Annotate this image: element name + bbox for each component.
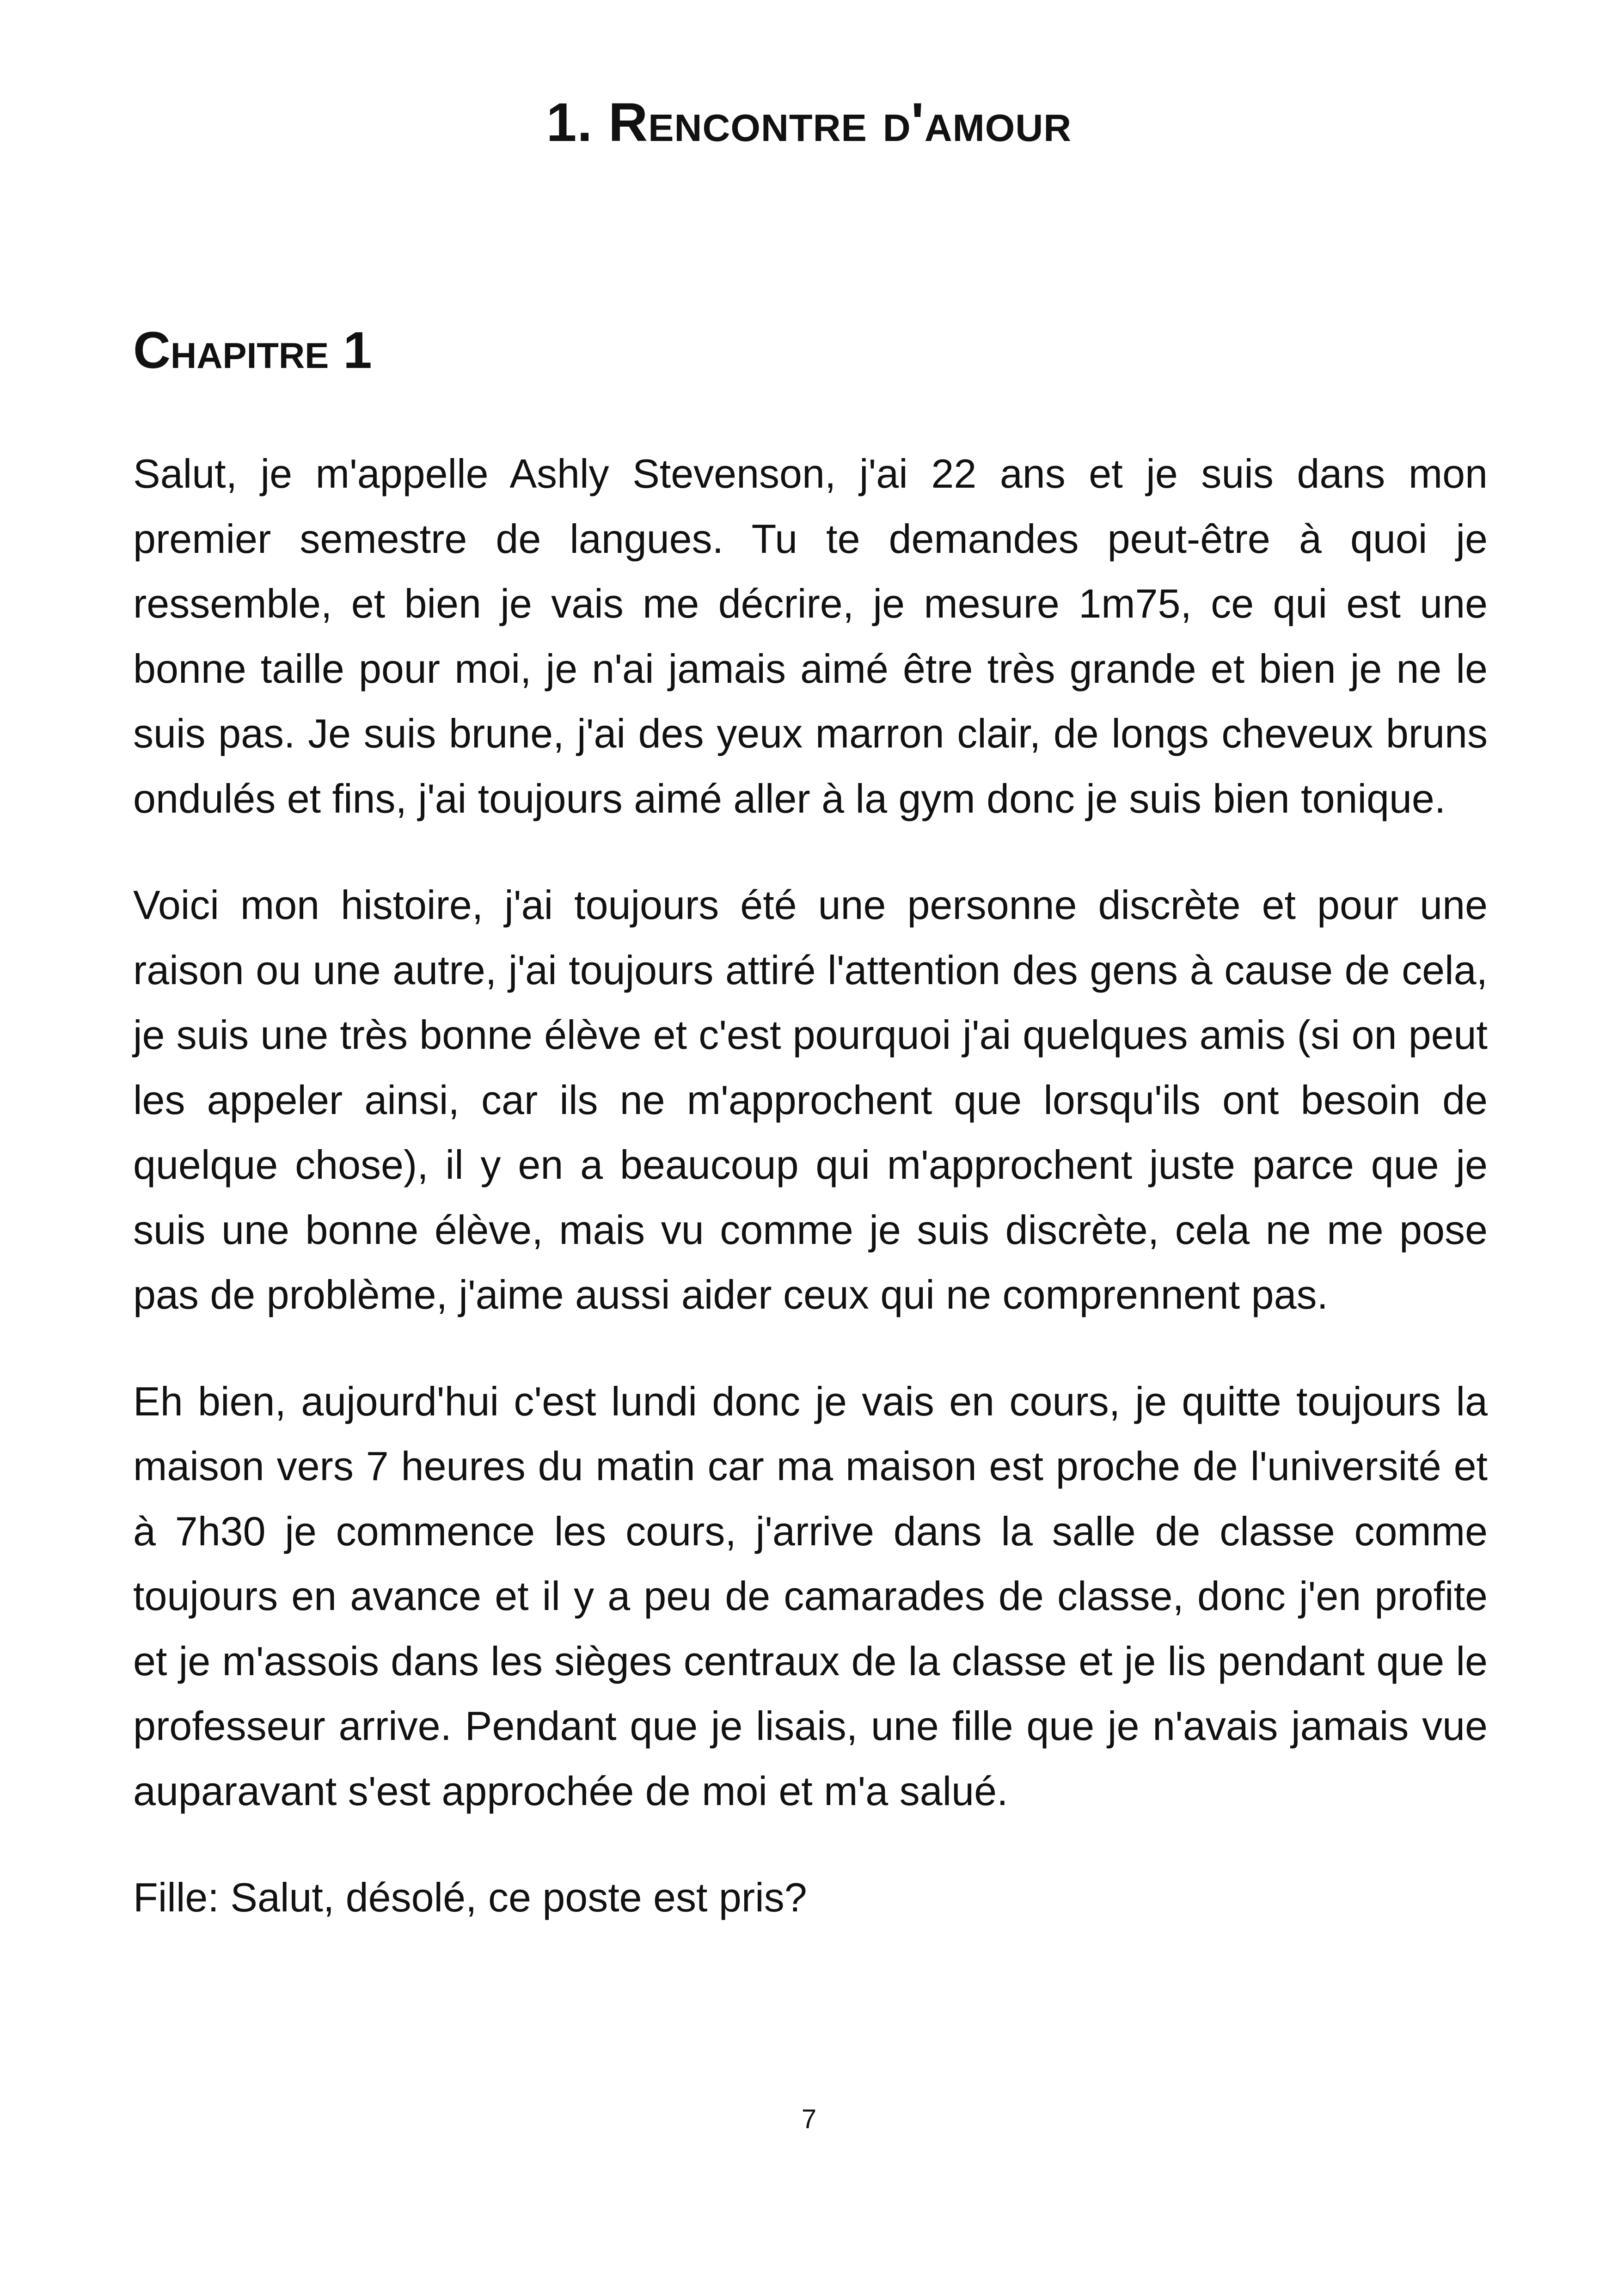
body-text [133, 441, 1488, 1972]
book-title: 1. Rencontre d'amour [546, 92, 1072, 153]
paragraph-3: Eh bien, aujourd'hui c'est lundi donc je vais en cours, je quitte toujours la maison vers 7 heures du matin car ma maison est proche de l'université et à 7h30 je commence les cours, j'arrive dans la salle de classe comme toujours en avance et il y a peu de camarades de classe, donc j'en profite et je m'assois dans les sièges centraux de la classe et je lis pendant que le professeur arrive. Pendant que je lisais, une fille que je n'avais jamais vue auparavant s'est approchée de moi et m'a salué. [133, 1378, 1488, 1814]
page-number: 7 [801, 2104, 817, 2134]
paragraph-4: Fille: Salut, désolé, ce poste est pris? [133, 1874, 807, 1920]
paragraph-1: Salut, je m'appelle Ashly Stevenson, j'ai 22 ans et je suis dans mon premier semestre de langues. Tu te demandes peut-être à quoi je ressemble, et bien je vais me décrire, je mesure 1m75, ce qui est une bonne taille pour moi, je n'ai jamais aimé être très grande et bien je ne le suis pas. Je suis brune, j'ai des yeux marron clair, de longs cheveux bruns ondulés et fins, j'ai toujours aimé aller à la gym donc je suis bien tonique. [133, 451, 1488, 821]
paragraph-2: Voici mon histoire, j'ai toujours été une personne discrète et pour une raison ou une autre, j'ai toujours attiré l'attention des gens à cause de cela, je suis une très bonne élève et c'est pourquoi j'ai quelques amis (si on peut les appeler ainsi, car ils ne m'approchent que lorsqu'ils ont besoin de quelque chose), il y en a beaucoup qui m'approchent juste parce que je suis une bonne élève, mais vu comme je suis discrète, cela ne me pose pas de problème, j'aime aussi aider ceux qui ne comprennent pas. [133, 882, 1488, 1317]
chapter-heading: Chapitre 1 [133, 321, 372, 379]
